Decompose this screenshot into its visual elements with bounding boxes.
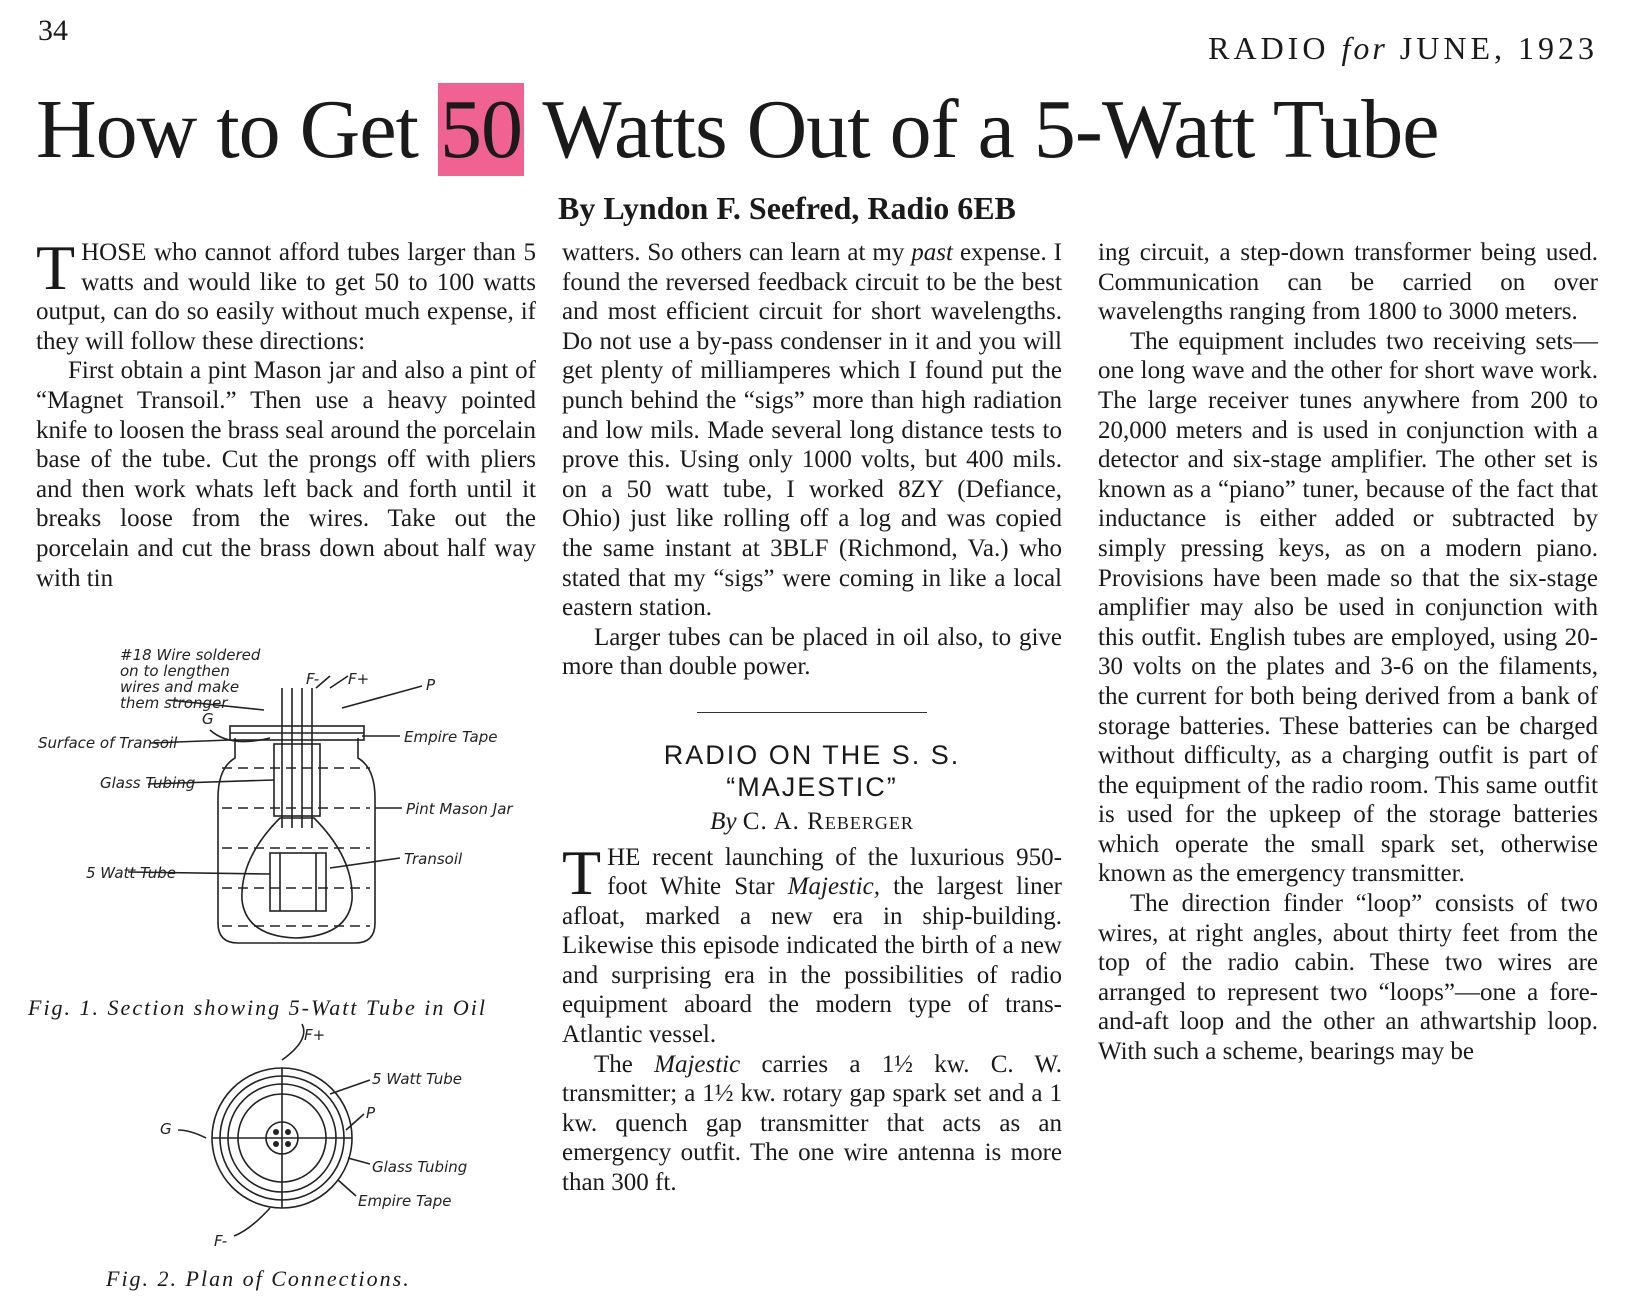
section-divider xyxy=(697,712,927,713)
sub-p2-text-a: The xyxy=(594,1050,655,1078)
fig1-label-glass-tubing: Glass Tubing xyxy=(100,774,196,792)
fig1-label-mason-jar: Pint Mason Jar xyxy=(406,800,513,818)
sub-p2-italic: Majestic xyxy=(654,1050,741,1078)
fig2-label-p: P xyxy=(366,1104,376,1122)
fig2-label-f-minus: F- xyxy=(214,1232,228,1250)
title-highlight: 50 xyxy=(439,83,522,176)
dropcap: T xyxy=(36,232,76,303)
running-head xyxy=(1208,30,1598,67)
sub-byline-author: C. A. Reberger xyxy=(742,807,914,835)
page-number: 34 xyxy=(38,14,68,47)
fig2-label-g: G xyxy=(160,1120,172,1138)
sub-p2-text-b: carries a 1½ kw. C. W. transmitter; a 1½ kw. rotary gap spark set and a 1 kw. quench gap transmitter that acts as an emergency outfit. The one wire antenna is more than 300 ft. xyxy=(562,1050,1062,1197)
sub-p1-italic: Majestic, xyxy=(787,873,881,901)
fig1-label-empire-tape: Empire Tape xyxy=(404,728,498,746)
sub-paragraph-2 xyxy=(562,1050,1062,1198)
sub-article-title xyxy=(562,739,1062,803)
title-part-2: Watts Out of a 5-Watt Tube xyxy=(523,83,1439,176)
fig1-label-f-plus: F+ xyxy=(348,670,370,688)
col2-p1-italic: past xyxy=(911,239,953,266)
sub-byline-by: By xyxy=(710,807,737,835)
column-1 xyxy=(36,232,536,593)
fig1-label-g: G xyxy=(202,710,214,728)
sub-title-line-1: RADIO ON THE S. S. xyxy=(663,739,961,770)
figure-2-diagram xyxy=(150,1026,510,1250)
col3-paragraph-1: ing circuit, a step-down transformer being used. Communication can be carried on over wavelengths ranging from 1800 to 3000 meters. xyxy=(1098,239,1598,326)
fig1-label-transoil: Transoil xyxy=(404,850,463,868)
fig1-label-wire-note-2: on to lengthen xyxy=(120,662,230,680)
sub-p1-text-b: the largest liner afloat, marked a new era in ship-building. Likewise this episode indicated the birth of a new and surprising era in the possibilities of radio equipment aboard the modern type of trans-Atlantic vessel. xyxy=(562,873,1062,1049)
figure-2-caption: Fig. 2. Plan of Connections. xyxy=(106,1266,411,1291)
fig2-label-empire-tape: Empire Tape xyxy=(358,1192,452,1210)
figure-1-caption: Fig. 1. Section showing 5-Watt Tube in Oil xyxy=(28,995,488,1020)
fig2-label-glass-tubing: Glass Tubing xyxy=(372,1158,468,1176)
sub-p1-text-a: HE recent launching of the luxurious 950-foot White Star xyxy=(607,843,1062,901)
col1-p1-text: HOSE who cannot afford tubes larger than 5 watts and would like to get 50 to 100 watts output, can do so easily without much expense, if they will follow these directions: xyxy=(36,239,536,355)
fig1-label-p: P xyxy=(426,676,436,694)
fig1-label-surface: Surface of Transoil xyxy=(38,734,178,752)
col2-p1-text-b: expense. I found the reversed feedback circuit to be the best and most efficient circuit for short wavelengths. Do not use a by-pass condenser in it and you will get plenty of milliamperes which I found put the punch behind the “sigs” more than high radiation and low mils. Made several long distance tests to prove this. Using only 1000 volts, but 400 mils. on a 50 watt tube, I worked 8ZY (Defiance, Ohio) just like rolling off a log and was copied the same instant at 3BLF (Richmond, Va.) who stated that my “sigs” were coming in like a local eastern station. xyxy=(562,239,1062,622)
col3-paragraph-2: The equipment includes two receiving sets—one long wave and the other for short wave work. The large receiver tunes anywhere from 200 to 20,000 meters and is used in conjunction with a detector and six-stage amplifier. The other set is known as a “piano” tuner, because of the fact that inductance is either added or subtracted by simply pressing keys, as on a modern piano. Provisions have been made so that the six-stage amplifier may also be used in conjunction with this outfit. English tubes are employed, using 20-30 volts on the plates and 3-6 on the filaments, the current for both being derived from a bank of storage batteries. These batteries can be charged without difficulty, as a charging outfit is part of the equipment of the radio room. This same outfit is used for the upkeep of the storage batteries which operate the small spark set, otherwise known as the emergency transmitter. xyxy=(1098,327,1598,888)
fig1-label-wire-note-1: #18 Wire soldered xyxy=(120,646,261,664)
fig1-label-wire-note-4: them stronger xyxy=(120,694,228,712)
article-byline: By Lyndon F. Seefred, Radio 6EB xyxy=(558,190,1016,226)
running-head-for: for xyxy=(1341,30,1388,66)
issue-date: JUNE, 1923 xyxy=(1399,30,1598,66)
col1-paragraph-1 xyxy=(36,232,536,356)
col2-p1-text-a: watters. So others can learn at my xyxy=(562,239,912,266)
column-2 xyxy=(562,238,1062,1198)
title-part-1: How to Get xyxy=(36,83,438,176)
col2-paragraph-2: Larger tubes can be placed in oil also, to give more than double power. xyxy=(562,623,1062,681)
fig1-label-tube: 5 Watt Tube xyxy=(86,864,176,882)
column-3 xyxy=(1098,238,1598,1067)
sub-article-byline xyxy=(562,807,1062,837)
col2-paragraph-1 xyxy=(562,238,1062,623)
figure-1-diagram xyxy=(30,646,530,988)
fig1-label-f-minus: F- xyxy=(306,670,320,688)
col3-paragraph-3: The direction finder “loop” consists of two wires, at right angles, about thirty feet from the top of the radio cabin. These two wires are arranged to represent two “loops”—one a fore-and-aft loop and the other an athwartship loop. With such a scheme, bearings may be xyxy=(1098,890,1598,1066)
fig2-label-f-plus: F+ xyxy=(304,1026,326,1044)
fig2-label-tube: 5 Watt Tube xyxy=(372,1070,462,1088)
sub-dropcap: T xyxy=(562,836,602,908)
sub-title-line-2: “MAJESTIC” xyxy=(726,771,898,802)
col1-paragraph-2: First obtain a pint Mason jar and also a pint of “Magnet Transoil.” Then use a heavy pointed knife to loosen the brass seal around the porcelain base of the tube. Cut the prongs off with pliers and then work whats left back and forth until it breaks loose from the wires. Take out the porcelain and cut the brass down about half way with tin xyxy=(36,357,536,592)
article-title xyxy=(36,82,1606,178)
publication-name: RADIO xyxy=(1208,30,1330,66)
fig1-label-wire-note-3: wires and make xyxy=(120,678,240,696)
sub-paragraph-1 xyxy=(562,836,1062,1050)
